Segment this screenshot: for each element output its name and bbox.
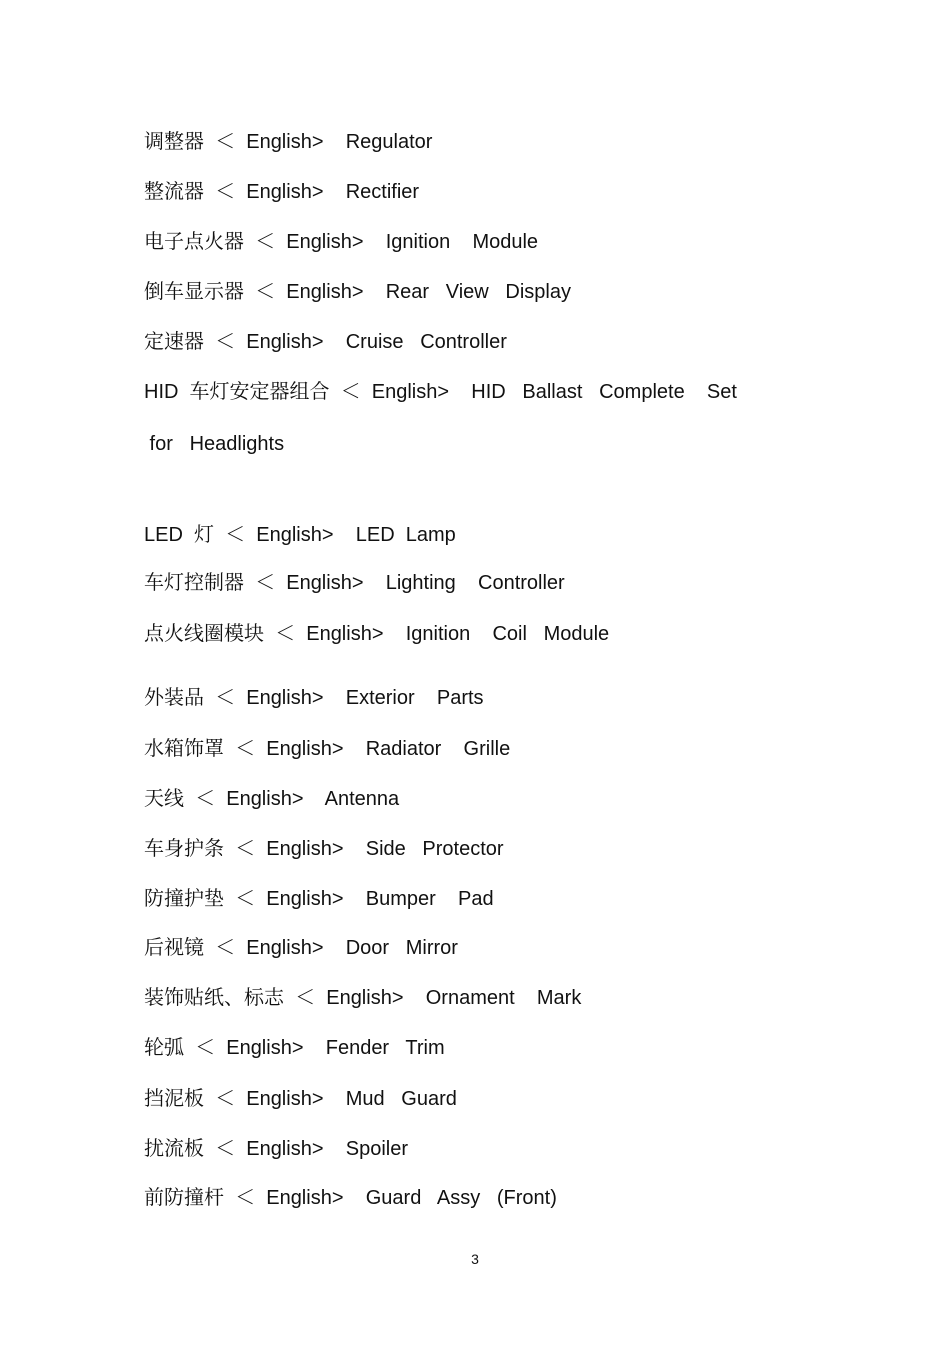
glossary-line-fender-trim: 轮弧 ＜ English> Fender Trim: [144, 1037, 445, 1059]
glossary-line-exterior-parts: 外装品 ＜ English> Exterior Parts: [144, 687, 484, 709]
glossary-line-rectifier: 整流器 ＜ English> Rectifier: [144, 181, 420, 203]
glossary-line-led-lamp: LED 灯 ＜ English> LED Lamp: [144, 524, 456, 546]
glossary-line-ornament-mark: 装饰贴纸、标志 ＜ English> Ornament Mark: [144, 987, 582, 1009]
glossary-line-ignition-coil-module: 点火线圈模块 ＜ English> Ignition Coil Module: [144, 623, 610, 645]
glossary-line-hid-ballast: HID 车灯安定器组合 ＜ English> HID Ballast Complete Set: [144, 381, 737, 403]
glossary-line-bumper-pad: 防撞护垫 ＜ English> Bumper Pad: [144, 888, 494, 910]
glossary-line-door-mirror: 后视镜 ＜ English> Door Mirror: [144, 937, 458, 959]
glossary-line-radiator-grille: 水箱饰罩 ＜ English> Radiator Grille: [144, 738, 511, 760]
glossary-line-lighting-controller: 车灯控制器 ＜ English> Lighting Controller: [144, 572, 565, 594]
glossary-line-antenna: 天线 ＜ English> Antenna: [144, 788, 400, 810]
glossary-line-spoiler: 扰流板 ＜ English> Spoiler: [144, 1138, 408, 1160]
glossary-line-regulator: 调整器 ＜ English> Regulator: [144, 131, 433, 153]
glossary-line-ignition-module: 电子点火器 ＜ English> Ignition Module: [144, 231, 539, 253]
glossary-line-rear-view-display: 倒车显示器 ＜ English> Rear View Display: [144, 281, 571, 303]
page-number: 3: [471, 1251, 479, 1267]
glossary-line-hid-ballast-continued: for Headlights: [144, 433, 285, 455]
glossary-line-cruise-controller: 定速器 ＜ English> Cruise Controller: [144, 331, 507, 353]
glossary-line-guard-assy-front: 前防撞杆 ＜ English> Guard Assy (Front): [144, 1187, 557, 1209]
glossary-line-side-protector: 车身护条 ＜ English> Side Protector: [144, 838, 504, 860]
glossary-line-mud-guard: 挡泥板 ＜ English> Mud Guard: [144, 1088, 457, 1110]
